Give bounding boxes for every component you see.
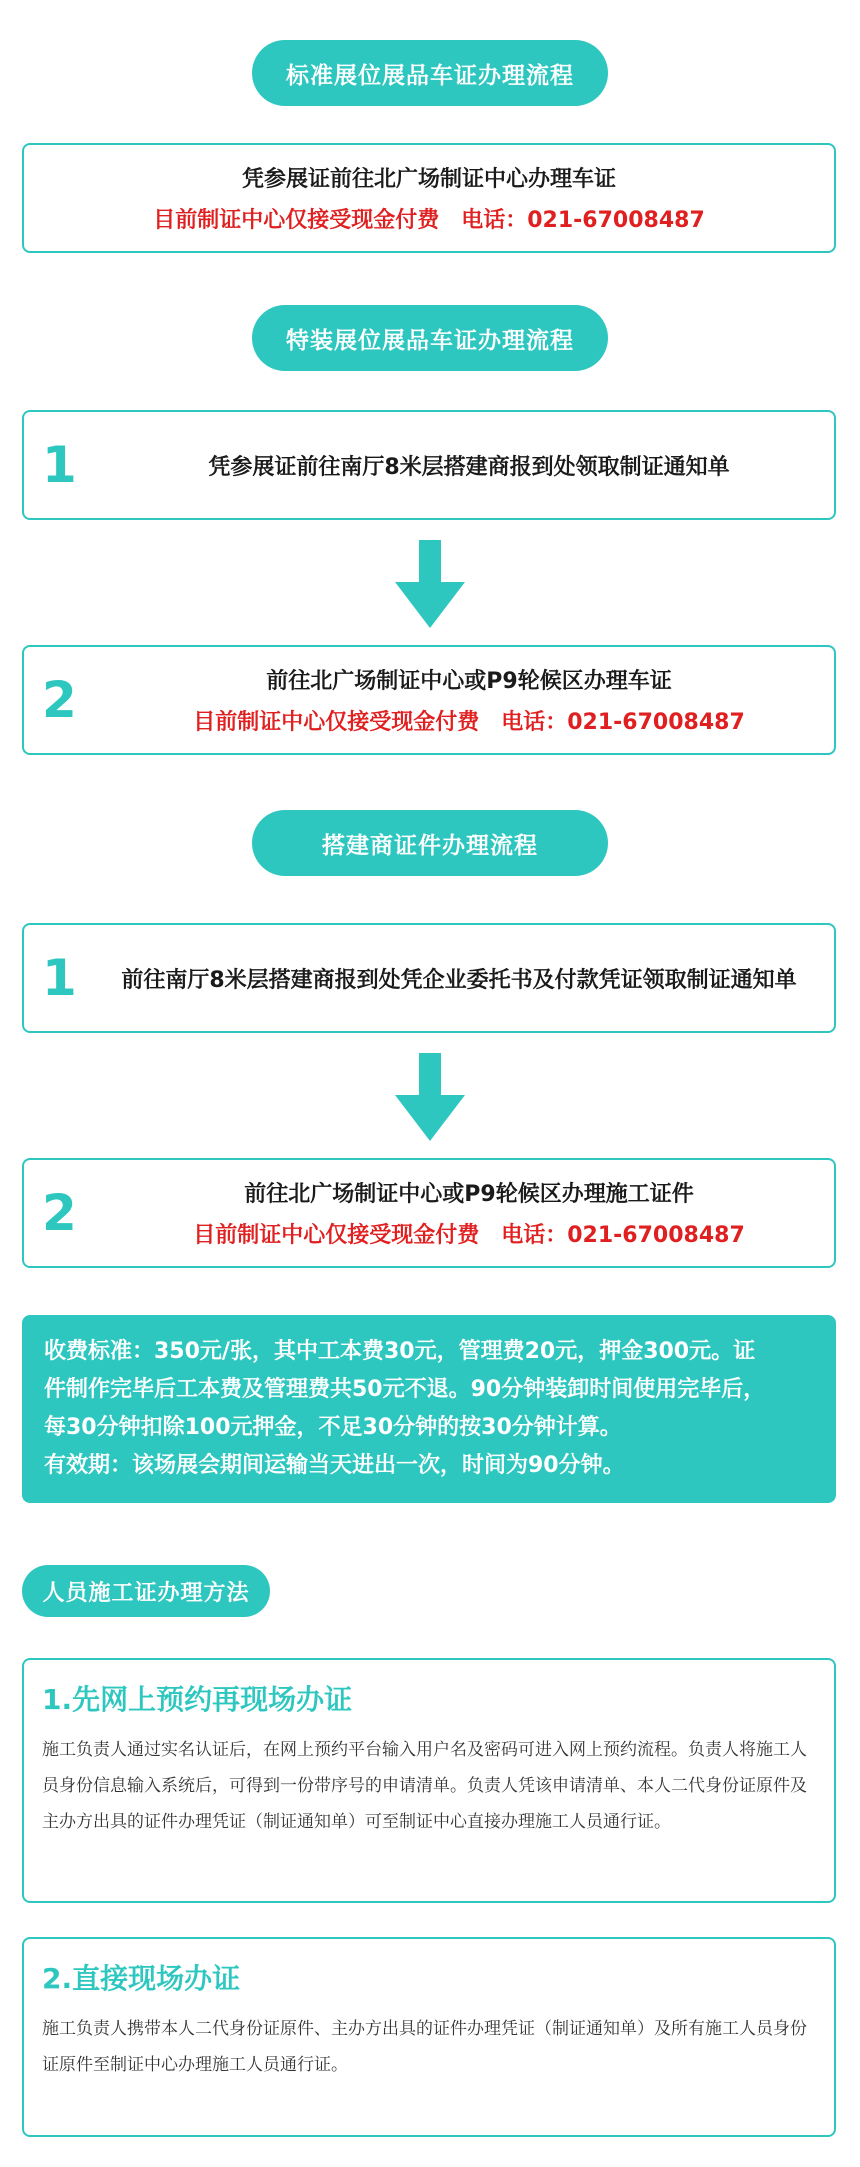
builder-payment-notice: 目前制证中心仅接受现金付费 电话：021-67008487 bbox=[193, 1223, 745, 1248]
method1-title: 1.先网上预约再现场办证 bbox=[42, 1683, 353, 1716]
fee-info-box bbox=[22, 1315, 836, 1503]
arrow-down-icon bbox=[395, 1053, 465, 1143]
standard-info-box bbox=[22, 143, 836, 253]
fee-line-1: 收费标准：350元/张，其中工本费30元，管理费20元，押金300元。证 bbox=[44, 1339, 756, 1364]
step-number: 1 bbox=[42, 949, 77, 1007]
section-title-standard: 标准展位展品车证办理流程 bbox=[252, 40, 608, 106]
method2-box bbox=[22, 1937, 836, 2137]
special-step1-text: 凭参展证前往南厅8米层搭建商报到处领取制证通知单 bbox=[208, 454, 730, 480]
special-payment-notice: 目前制证中心仅接受现金付费 电话：021-67008487 bbox=[193, 710, 745, 735]
method1-body: 施工负责人通过实名认证后，在网上预约平台输入用户名及密码可进入网上预约流程。负责人将施工人员身份信息输入系统后，可得到一份带序号的申请清单。负责人凭该申请清单、本人二代身份证原件及主办方出具的证件办理凭证（制证通知单）可至制证中心直接办理施工人员通行证。 bbox=[42, 1740, 807, 1832]
builder-step2-text: 前往北广场制证中心或P9轮候区办理施工证件 bbox=[244, 1182, 694, 1207]
builder-step2-box bbox=[22, 1158, 836, 1268]
method1-box bbox=[22, 1658, 836, 1903]
section-title-personnel: 人员施工证办理方法 bbox=[22, 1565, 270, 1617]
section-title-special: 特装展位展品车证办理流程 bbox=[252, 305, 608, 371]
special-step1-box bbox=[22, 410, 836, 520]
builder-step1-text: 前往南厅8米层搭建商报到处凭企业委托书及付款凭证领取制证通知单 bbox=[121, 967, 797, 993]
special-step2-box bbox=[22, 645, 836, 755]
special-step2-text: 前往北广场制证中心或P9轮候区办理车证 bbox=[266, 669, 672, 694]
step-number: 2 bbox=[42, 1184, 77, 1242]
fee-line-2: 件制作完毕后工本费及管理费共50元不退。90分钟装卸时间使用完毕后， bbox=[44, 1377, 766, 1402]
section-title-builder: 搭建商证件办理流程 bbox=[252, 810, 608, 876]
method2-body: 施工负责人携带本人二代身份证原件、主办方出具的证件办理凭证（制证通知单）及所有施工人员身份证原件至制证中心办理施工人员通行证。 bbox=[42, 2019, 807, 2075]
standard-payment-notice: 目前制证中心仅接受现金付费 电话：021-67008487 bbox=[153, 208, 705, 233]
builder-step1-box bbox=[22, 923, 836, 1033]
method2-title: 2.直接现场办证 bbox=[42, 1962, 241, 1995]
step-number: 2 bbox=[42, 671, 77, 729]
arrow-down-icon bbox=[395, 540, 465, 630]
fee-line-3: 每30分钟扣除100元押金，不足30分钟的按30分钟计算。 bbox=[44, 1415, 622, 1440]
validity-line: 有效期：该场展会期间运输当天进出一次，时间为90分钟。 bbox=[44, 1453, 625, 1478]
step-number: 1 bbox=[42, 436, 77, 494]
standard-instruction: 凭参展证前往北广场制证中心办理车证 bbox=[241, 167, 616, 192]
